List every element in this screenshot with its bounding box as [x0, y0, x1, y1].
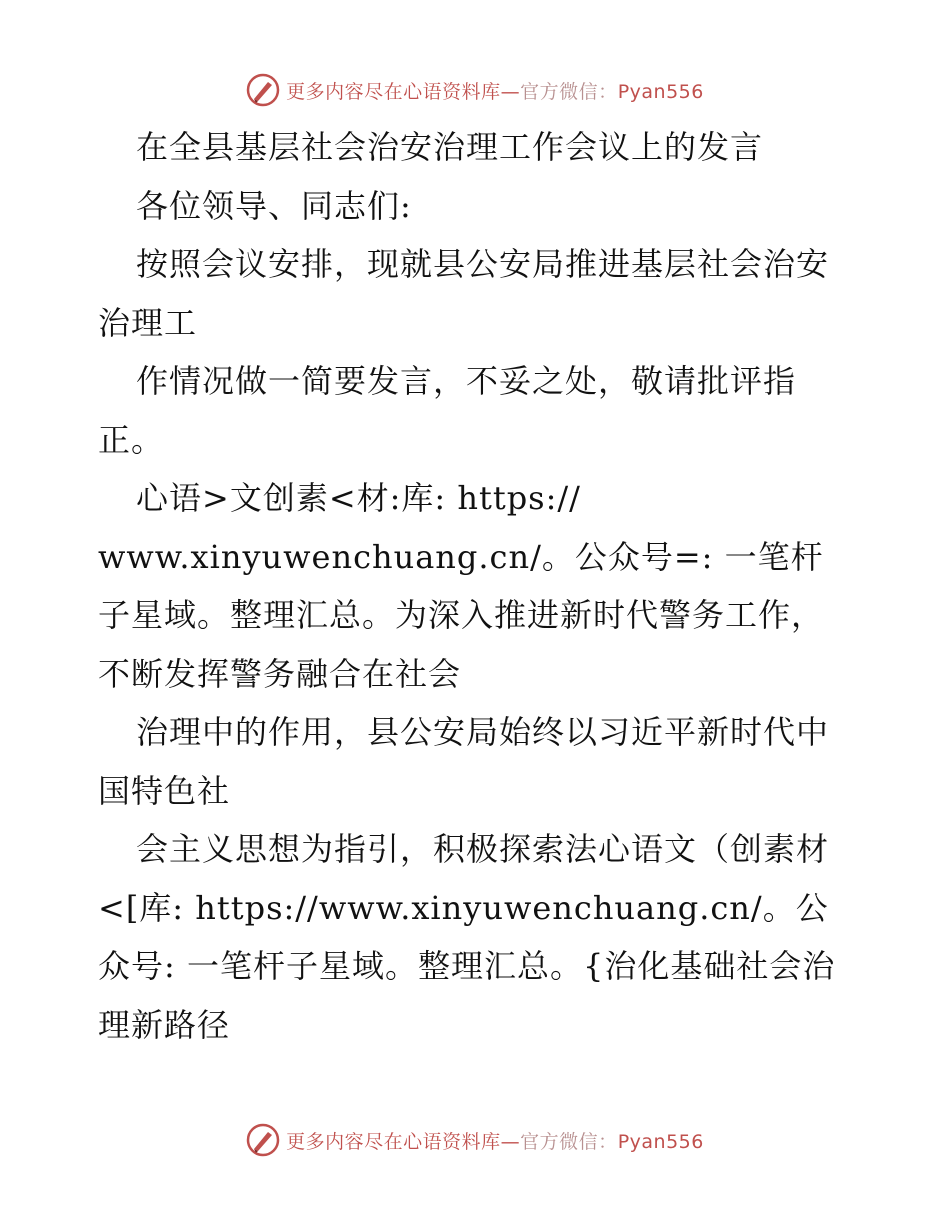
- paragraph: www.xinyuwenchuang.cn/。公众号=: 一笔杆子星域。整理汇总。为深入推进新时代警务工作，不断发挥警务融合在社会: [98, 537, 825, 693]
- page-footer: [0, 1120, 950, 1160]
- header-banner: [246, 73, 704, 107]
- header-banner-text: [286, 77, 704, 104]
- paragraph: 治理中的作用，县公安局始终以习近平新时代中国特色社: [98, 713, 830, 810]
- paragraph: 心语>文创素<材:库: https://: [136, 479, 581, 517]
- paragraph: 按照会议安排，现就县公安局推进基层社会治安治理工: [98, 245, 830, 342]
- footer-banner-main: 更多内容尽在心语资料库: [286, 1130, 501, 1153]
- pen-logo-icon: [246, 1123, 280, 1157]
- paragraph: 会主义思想为指引，积极探索法心语文（创素材<[库: https://www.xinyuwenchuang.cn/。公众号: 一笔杆子星域。整理汇总。{治化基础社会治理新路径: [98, 830, 836, 1044]
- header-banner-main: 更多内容尽在心语资料库: [286, 80, 501, 103]
- document-body: [98, 118, 854, 1054]
- page-header: [0, 70, 950, 110]
- pen-logo-icon: [246, 73, 280, 107]
- footer-banner-wechat-id: Pyan556: [617, 1130, 704, 1153]
- footer-banner-separator: —: [500, 1130, 521, 1153]
- paragraph: 作情况做一简要发言，不妥之处，敬请批评指正。: [98, 362, 797, 459]
- header-banner-wechat-label: 官方微信：: [520, 80, 618, 103]
- footer-banner: [246, 1123, 704, 1157]
- header-banner-separator: —: [500, 80, 521, 103]
- salutation: 各位领导、同志们:: [136, 186, 412, 225]
- footer-banner-wechat-label: 官方微信：: [520, 1130, 618, 1153]
- header-banner-wechat-id: Pyan556: [617, 80, 704, 103]
- document-title: 在全县基层社会治安治理工作会议上的发言: [136, 128, 764, 166]
- footer-banner-text: [286, 1127, 704, 1154]
